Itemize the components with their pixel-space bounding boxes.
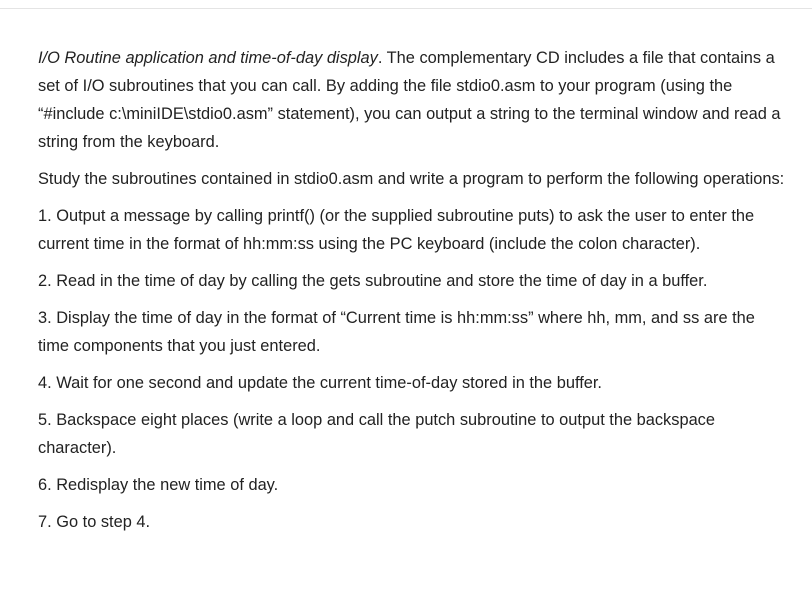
step-4: 4. Wait for one second and update the current time-of-day stored in the buffer. [38,374,602,392]
document-body [38,44,790,545]
top-divider [0,8,812,9]
intro-paragraph [38,44,790,156]
step-5: 5. Backspace eight places (write a loop and call the putch subroutine to output the backspace character). [38,411,715,457]
step-3: 3. Display the time of day in the format of “Current time is hh:mm:ss” where hh, mm, and ss are the time components that you just entered. [38,309,755,355]
step-6: 6. Redisplay the new time of day. [38,476,279,494]
step-1: 1. Output a message by calling printf() (or the supplied subroutine puts) to ask the user to enter the current time in the format of hh:mm:ss using the PC keyboard (include the colon character). [38,207,755,253]
study-paragraph: Study the subroutines contained in stdio0.asm and write a program to perform the following operations: [38,170,785,188]
step-7: 7. Go to step 4. [38,513,151,531]
problem-title: I/O Routine application and time-of-day display [38,49,378,67]
step-2: 2. Read in the time of day by calling the gets subroutine and store the time of day in a buffer. [38,272,708,290]
intro-text: The complementary CD includes a file that contains a set of I/O subroutines that you can call. By adding the file stdio0.asm to your program (using the “#include c:\miniIDE\stdio0.asm” statement), you can output a string to the terminal window and read a string from the keyboard. [38,49,781,151]
problem-title-period: . [377,49,383,67]
